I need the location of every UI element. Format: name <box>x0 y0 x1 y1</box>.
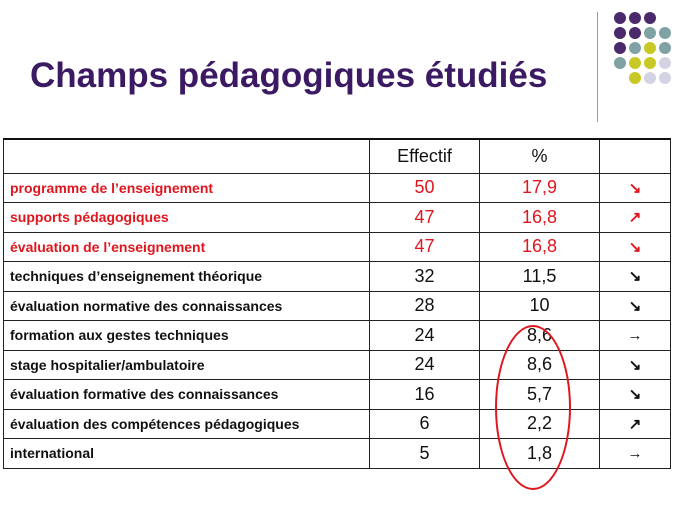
row-percent: 1,8 <box>480 439 600 469</box>
table-row <box>4 291 671 321</box>
table-header-row <box>4 139 671 173</box>
table-row <box>4 262 671 292</box>
row-percent: 16,8 <box>480 232 600 262</box>
row-effectif: 47 <box>370 232 480 262</box>
decorative-dot <box>644 42 656 54</box>
header-effectif: Effectif <box>370 139 480 173</box>
table-row <box>4 173 671 203</box>
table-row <box>4 350 671 380</box>
row-label: formation aux gestes techniques <box>4 321 370 351</box>
header-label-cell <box>4 139 370 173</box>
slide-title: Champs pédagogiques étudiés <box>30 56 548 95</box>
decorative-dot <box>629 12 641 24</box>
row-effectif: 47 <box>370 203 480 233</box>
table-row <box>4 321 671 351</box>
row-trend-arrow-icon: → <box>600 439 671 469</box>
row-percent: 17,9 <box>480 173 600 203</box>
row-trend-arrow-icon: → <box>600 321 671 351</box>
row-label: techniques d’enseignement théorique <box>4 262 370 292</box>
decorative-dot <box>659 57 671 69</box>
decorative-dot <box>629 57 641 69</box>
row-effectif: 16 <box>370 380 480 410</box>
decorative-dot <box>614 57 626 69</box>
row-percent: 5,7 <box>480 380 600 410</box>
statistics-table <box>3 138 671 469</box>
decorative-dot <box>629 27 641 39</box>
table-row <box>4 439 671 469</box>
row-label: évaluation formative des connaissances <box>4 380 370 410</box>
decorative-dot <box>659 27 671 39</box>
row-trend-arrow-icon: ↘ <box>600 291 671 321</box>
header-trend-cell <box>600 139 671 173</box>
table-row <box>4 203 671 233</box>
row-percent: 8,6 <box>480 321 600 351</box>
row-trend-arrow-icon: ↘ <box>600 350 671 380</box>
row-label: programme de l’enseignement <box>4 173 370 203</box>
row-label: évaluation de l’enseignement <box>4 232 370 262</box>
row-label: évaluation des compétences pédagogiques <box>4 409 370 439</box>
row-effectif: 24 <box>370 350 480 380</box>
table-row <box>4 232 671 262</box>
row-percent: 8,6 <box>480 350 600 380</box>
row-trend-arrow-icon: ↘ <box>600 232 671 262</box>
row-percent: 16,8 <box>480 203 600 233</box>
header-percent: % <box>480 139 600 173</box>
highlight-ellipse <box>495 325 571 490</box>
row-trend-arrow-icon: ↘ <box>600 262 671 292</box>
decorative-dot <box>629 42 641 54</box>
row-percent: 11,5 <box>480 262 600 292</box>
decorative-dot <box>629 72 641 84</box>
decorative-dot <box>659 42 671 54</box>
decorative-dot <box>614 27 626 39</box>
row-percent: 2,2 <box>480 409 600 439</box>
decorative-dot <box>614 12 626 24</box>
row-effectif: 5 <box>370 439 480 469</box>
row-label: évaluation normative des connaissances <box>4 291 370 321</box>
row-trend-arrow-icon: ↘ <box>600 173 671 203</box>
decorative-dot <box>614 42 626 54</box>
row-label: supports pédagogiques <box>4 203 370 233</box>
title-divider <box>597 12 598 122</box>
row-label: international <box>4 439 370 469</box>
decorative-dot <box>644 57 656 69</box>
row-label: stage hospitalier/ambulatoire <box>4 350 370 380</box>
row-trend-arrow-icon: ↘ <box>600 380 671 410</box>
decorative-dot <box>659 72 671 84</box>
row-trend-arrow-icon: ↗ <box>600 409 671 439</box>
row-effectif: 32 <box>370 262 480 292</box>
decorative-dot <box>644 27 656 39</box>
row-effectif: 24 <box>370 321 480 351</box>
decorative-dot <box>644 72 656 84</box>
row-percent: 10 <box>480 291 600 321</box>
row-effectif: 50 <box>370 173 480 203</box>
row-effectif: 28 <box>370 291 480 321</box>
row-trend-arrow-icon: ↗ <box>600 203 671 233</box>
row-effectif: 6 <box>370 409 480 439</box>
decorative-dot <box>644 12 656 24</box>
